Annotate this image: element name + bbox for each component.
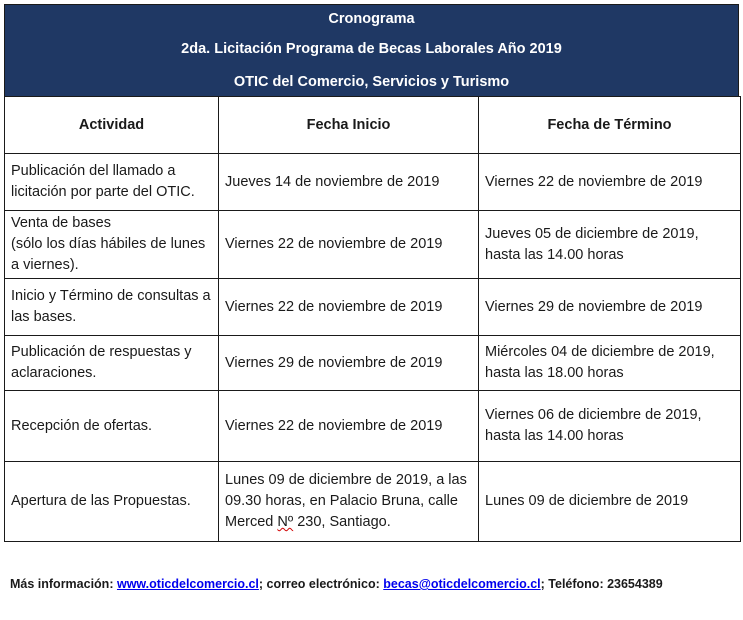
cell-fecha-termino: Miércoles 04 de diciembre de 2019, hasta las 18.00 horas [479,336,741,391]
table-row [5,462,741,542]
cell-actividad: Recepción de ofertas. [5,391,219,462]
column-header-fecha-inicio: Fecha Inicio [219,97,479,154]
table-row [5,391,741,462]
table-header-row [5,97,741,154]
cell-fecha-inicio: Jueves 14 de noviembre de 2019 [219,154,479,211]
footer-email-label: ; correo electrónico: [258,577,384,591]
cell-fecha-inicio: Viernes 29 de noviembre de 2019 [219,336,479,391]
cell-fecha-inicio: Viernes 22 de noviembre de 2019 [219,391,479,462]
column-header-actividad: Actividad [5,97,219,154]
cell-actividad: Publicación de respuestas y aclaraciones. [5,336,219,391]
cell-fecha-inicio: Viernes 22 de noviembre de 2019 [219,211,479,279]
cell-actividad [5,211,219,279]
column-header-fecha-termino: Fecha de Término [479,97,741,154]
table-row [5,211,741,279]
header-organization: OTIC del Comercio, Servicios y Turismo [233,74,510,90]
cell-fecha-inicio: Viernes 22 de noviembre de 2019 [219,279,479,336]
email-link[interactable]: becas@oticdelcomercio.cl [383,577,541,591]
schedule-header [4,4,739,97]
cell-fecha-termino: Viernes 22 de noviembre de 2019 [479,154,741,211]
cell-fecha-termino: Viernes 29 de noviembre de 2019 [479,279,741,336]
cell-actividad: Publicación del llamado a licitación por parte del OTIC. [5,154,219,211]
header-title: Cronograma [328,11,415,27]
cell-fecha-inicio-text: Lunes 09 de diciembre de 2019, a las 09.30 horas, en Palacio Bruna, calle Merced [225,472,467,530]
footer-phone: ; Teléfono: 23654389 [540,577,663,591]
header-subtitle: 2da. Licitación Programa de Becas Laborales Año 2019 [181,41,562,57]
cell-fecha-inicio-text-end: 230, Santiago. [293,514,391,530]
spellcheck-mark: Nº [277,514,294,530]
cell-fecha-inicio [219,462,479,542]
cell-actividad: Inicio y Término de consultas a las bases. [5,279,219,336]
table-row [5,154,741,211]
cell-fecha-termino: Lunes 09 de diciembre de 2019 [479,462,741,542]
cell-fecha-termino: Jueves 05 de diciembre de 2019, hasta las 14.00 horas [479,211,741,279]
cell-actividad: Apertura de las Propuestas. [5,462,219,542]
cell-fecha-termino: Viernes 06 de diciembre de 2019, hasta las 14.00 horas [479,391,741,462]
contact-footer [10,577,663,591]
table-row [5,279,741,336]
website-link[interactable]: www.oticdelcomercio.cl [116,577,259,591]
schedule-table [4,96,741,542]
cell-actividad-line2: (sólo los días hábiles de lunes a viernes). [11,236,206,273]
footer-label: Más información: [10,577,117,591]
table-row [5,336,741,391]
cell-actividad-line1: Venta de bases [11,215,111,231]
